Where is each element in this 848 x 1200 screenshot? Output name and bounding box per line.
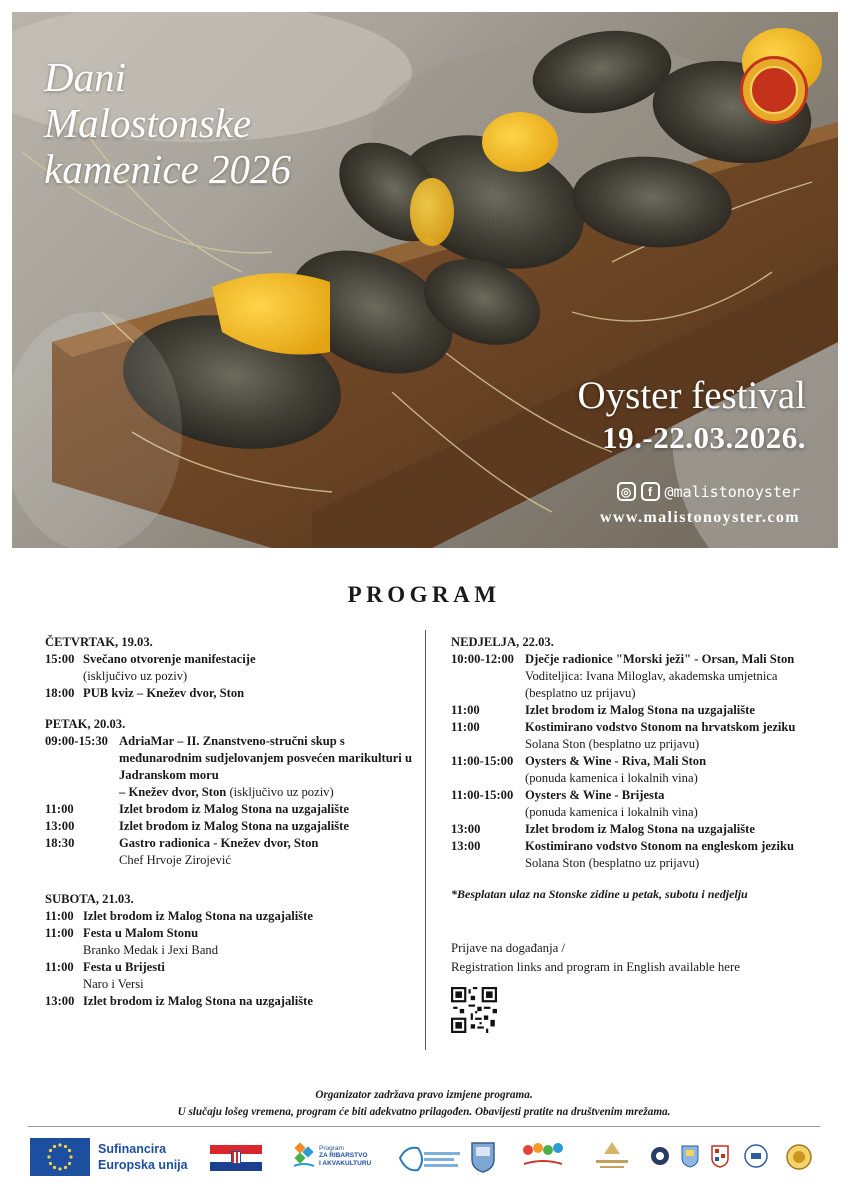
partner-round-icon bbox=[744, 1144, 768, 1168]
event-time: 09:00-15:30 bbox=[45, 734, 108, 748]
partner-logo bbox=[710, 1144, 730, 1173]
festival-block bbox=[577, 374, 806, 458]
day-friday bbox=[45, 716, 415, 869]
event-time: 13:00 bbox=[451, 822, 481, 836]
hero-photo bbox=[12, 12, 838, 548]
event-row bbox=[45, 651, 415, 685]
disclaimer-line: U slučaju lošeg vremena, program će biti adekvatno prilagođen. Obavijesti pratite na društvenim mrežama. bbox=[177, 1106, 671, 1118]
event-time: 11:00 bbox=[45, 960, 74, 974]
event-time: 13:00 bbox=[45, 994, 75, 1008]
eu-cofunded-text bbox=[98, 1141, 188, 1173]
event-note: (besplatno uz prijavu) bbox=[525, 686, 636, 700]
registration-line: Registration links and program in English available here bbox=[451, 960, 740, 974]
social-handle[interactable]: @malistonoyster bbox=[664, 482, 800, 501]
event-row bbox=[45, 993, 415, 1010]
event-row bbox=[45, 733, 415, 801]
event-note: (isključivo uz poziv) bbox=[83, 669, 188, 683]
fisheries-program-logo bbox=[292, 1142, 371, 1170]
registration-line: Prijave na događanja / bbox=[451, 941, 566, 955]
festival-name: Oyster festival bbox=[577, 374, 806, 417]
event-note: Branko Medak i Jexi Band bbox=[83, 943, 219, 957]
event-row bbox=[451, 787, 821, 821]
event-row bbox=[451, 719, 821, 753]
social-handle-row[interactable] bbox=[617, 482, 800, 501]
free-entry-note: *Besplatan ulaz na Stonske zidine u petak, subotu i nedjelju bbox=[451, 887, 748, 901]
event-time: 11:00 bbox=[451, 720, 480, 734]
event-row bbox=[45, 959, 415, 993]
fisheries-program-icon bbox=[292, 1142, 316, 1170]
festival-dates: 19.-22.03.2026. bbox=[602, 420, 806, 455]
event-row bbox=[451, 753, 821, 787]
program-line: ZA RIBARSTVO bbox=[319, 1152, 368, 1160]
event-time: 10:00-12:00 bbox=[451, 652, 514, 666]
event-title-text: Kostimirano vodstvo Stonom na hrvatskom jeziku bbox=[525, 720, 796, 734]
eu-flag-icon bbox=[30, 1138, 90, 1176]
eu-cofunded-logo bbox=[30, 1138, 188, 1176]
event-row bbox=[451, 821, 821, 838]
eu-line: Europska unija bbox=[98, 1158, 188, 1172]
event-note: (ponuda kamenica i lokalnih vina) bbox=[525, 771, 698, 785]
event-time: 11:00 bbox=[45, 909, 74, 923]
title-line: Dani bbox=[44, 54, 126, 100]
dubrovnik-icon bbox=[590, 1140, 634, 1174]
event-row bbox=[45, 801, 415, 818]
day-sunday bbox=[451, 634, 821, 872]
event-row bbox=[451, 651, 821, 702]
event-title-text: Oysters & Wine - Brijesta bbox=[525, 788, 665, 802]
event-title-text: AdriaMar – II. Znanstveno-stručni skup s međunarodnim sudjelovanjem posvećen marikulturi u Jadranskom moru bbox=[119, 734, 412, 782]
event-title: Izlet brodom iz Malog Stona na uzgajalište bbox=[83, 994, 313, 1008]
event-title-text: Gastro radionica - Knežev dvor, Ston bbox=[119, 836, 319, 850]
day-heading: SUBOTA, 21.03. bbox=[45, 892, 134, 906]
event-title: Izlet brodom iz Malog Stona na uzgajalište bbox=[525, 822, 755, 836]
event-note: (ponuda kamenica i lokalnih vina) bbox=[525, 805, 698, 819]
event-title bbox=[119, 733, 415, 801]
program-heading: PROGRAM bbox=[347, 582, 501, 607]
event-title: Izlet brodom iz Malog Stona na uzgajalište bbox=[525, 703, 755, 717]
event-title bbox=[525, 651, 821, 702]
tourist-board-icon bbox=[518, 1140, 568, 1174]
program-line: I AKVAKULTURU bbox=[319, 1159, 372, 1167]
event-title bbox=[525, 753, 821, 787]
croatian-flag-icon bbox=[210, 1145, 262, 1171]
event-row bbox=[45, 685, 415, 702]
day-thursday bbox=[45, 634, 415, 702]
partner-shield-icon bbox=[680, 1144, 700, 1168]
event-title-text: Svečano otvorenje manifestacije bbox=[83, 652, 256, 666]
protected-origin-seal bbox=[740, 56, 808, 124]
event-title bbox=[83, 925, 415, 959]
day-heading: ČETVRTAK, 19.03. bbox=[45, 635, 153, 649]
event-title: Izlet brodom iz Malog Stona na uzgajalište bbox=[119, 802, 349, 816]
event-title-text: Festa u Brijesti bbox=[83, 960, 165, 974]
registration-info bbox=[451, 939, 821, 977]
program-line: Program bbox=[319, 1144, 344, 1152]
event-title-text: Dječje radionice "Morski ježi" - Orsan, Mali Ston bbox=[525, 652, 795, 666]
event-time: 18:00 bbox=[45, 686, 75, 700]
event-time: 11:00 bbox=[45, 802, 74, 816]
registration-qr-code[interactable] bbox=[451, 987, 497, 1033]
event-title-text: Kostimirano vodstvo Stonom na engleskom jeziku bbox=[525, 839, 795, 853]
sponsor-logos bbox=[30, 1138, 820, 1178]
event-row bbox=[451, 838, 821, 872]
event-time: 13:00 bbox=[45, 819, 75, 833]
partner-logo bbox=[680, 1144, 700, 1173]
ston-county-icon bbox=[396, 1142, 462, 1174]
event-note: Voditeljica: Ivana Miloglav, akademska umjetnica bbox=[525, 669, 778, 683]
day-heading: PETAK, 20.03. bbox=[45, 717, 126, 731]
event-time: 15:00 bbox=[45, 652, 75, 666]
partner-logo bbox=[744, 1144, 768, 1173]
event-title-text: Oysters & Wine - Riva, Mali Ston bbox=[525, 754, 707, 768]
event-note: (isključivo uz poziv) bbox=[229, 785, 334, 799]
partner-icon bbox=[650, 1146, 670, 1166]
event-time: 13:00 bbox=[451, 839, 481, 853]
coat-of-arms-logo bbox=[470, 1141, 496, 1178]
partner-seal-icon bbox=[786, 1144, 812, 1170]
partner-logo bbox=[786, 1144, 812, 1175]
event-location: – Knežev dvor, Ston bbox=[119, 785, 227, 799]
event-time: 11:00 bbox=[451, 703, 480, 717]
event-row bbox=[45, 908, 415, 925]
coat-of-arms-icon bbox=[470, 1141, 496, 1173]
event-note: Naro i Versi bbox=[83, 977, 144, 991]
event-title bbox=[525, 838, 821, 872]
event-time: 11:00-15:00 bbox=[451, 754, 514, 768]
eu-line: Sufinancira bbox=[98, 1142, 167, 1156]
disclaimer-line: Organizator zadržava pravo izmjene programa. bbox=[315, 1089, 533, 1101]
tourist-board-logo bbox=[518, 1140, 568, 1179]
partner-shield-icon bbox=[710, 1144, 730, 1168]
dubrovnik-logo bbox=[590, 1140, 634, 1179]
event-title: Izlet brodom iz Malog Stona na uzgajalište bbox=[83, 909, 313, 923]
title-line: kamenice 2026 bbox=[44, 146, 292, 192]
event-title bbox=[525, 719, 821, 753]
event-row bbox=[45, 835, 415, 869]
event-row bbox=[45, 818, 415, 835]
event-time: 11:00 bbox=[45, 926, 74, 940]
footer-divider bbox=[28, 1126, 820, 1127]
event-note: Solana Ston (besplatno uz prijavu) bbox=[525, 856, 700, 870]
website-link[interactable]: www.malistonoyster.com bbox=[600, 509, 800, 526]
instagram-icon[interactable]: ◎ bbox=[617, 482, 636, 501]
event-title-text: Festa u Malom Stonu bbox=[83, 926, 199, 940]
event-time: 18:30 bbox=[45, 836, 75, 850]
column-divider bbox=[425, 630, 426, 1050]
event-row bbox=[45, 925, 415, 959]
partner-logo bbox=[650, 1146, 670, 1171]
event-title bbox=[83, 651, 415, 685]
event-note: Chef Hrvoje Zirojević bbox=[119, 853, 231, 867]
day-heading: NEDJELJA, 22.03. bbox=[451, 635, 554, 649]
event-title bbox=[119, 835, 415, 869]
event-row bbox=[451, 702, 821, 719]
event-note: Solana Ston (besplatno uz prijavu) bbox=[525, 737, 700, 751]
event-title: PUB kviz – Knežev dvor, Ston bbox=[83, 686, 245, 700]
event-title bbox=[44, 54, 384, 192]
event-title bbox=[83, 959, 415, 993]
event-title bbox=[525, 787, 821, 821]
day-saturday bbox=[45, 891, 415, 1010]
organizer-disclaimer bbox=[0, 1087, 848, 1121]
title-line: Malostonske bbox=[44, 100, 252, 146]
facebook-icon[interactable]: f bbox=[641, 482, 660, 501]
fisheries-program-text bbox=[319, 1145, 371, 1168]
ston-county-logo bbox=[396, 1142, 462, 1179]
program-left-column bbox=[45, 634, 415, 1024]
event-time: 11:00-15:00 bbox=[451, 788, 514, 802]
program-right-column bbox=[451, 634, 821, 1038]
event-title: Izlet brodom iz Malog Stona na uzgajalište bbox=[119, 819, 349, 833]
